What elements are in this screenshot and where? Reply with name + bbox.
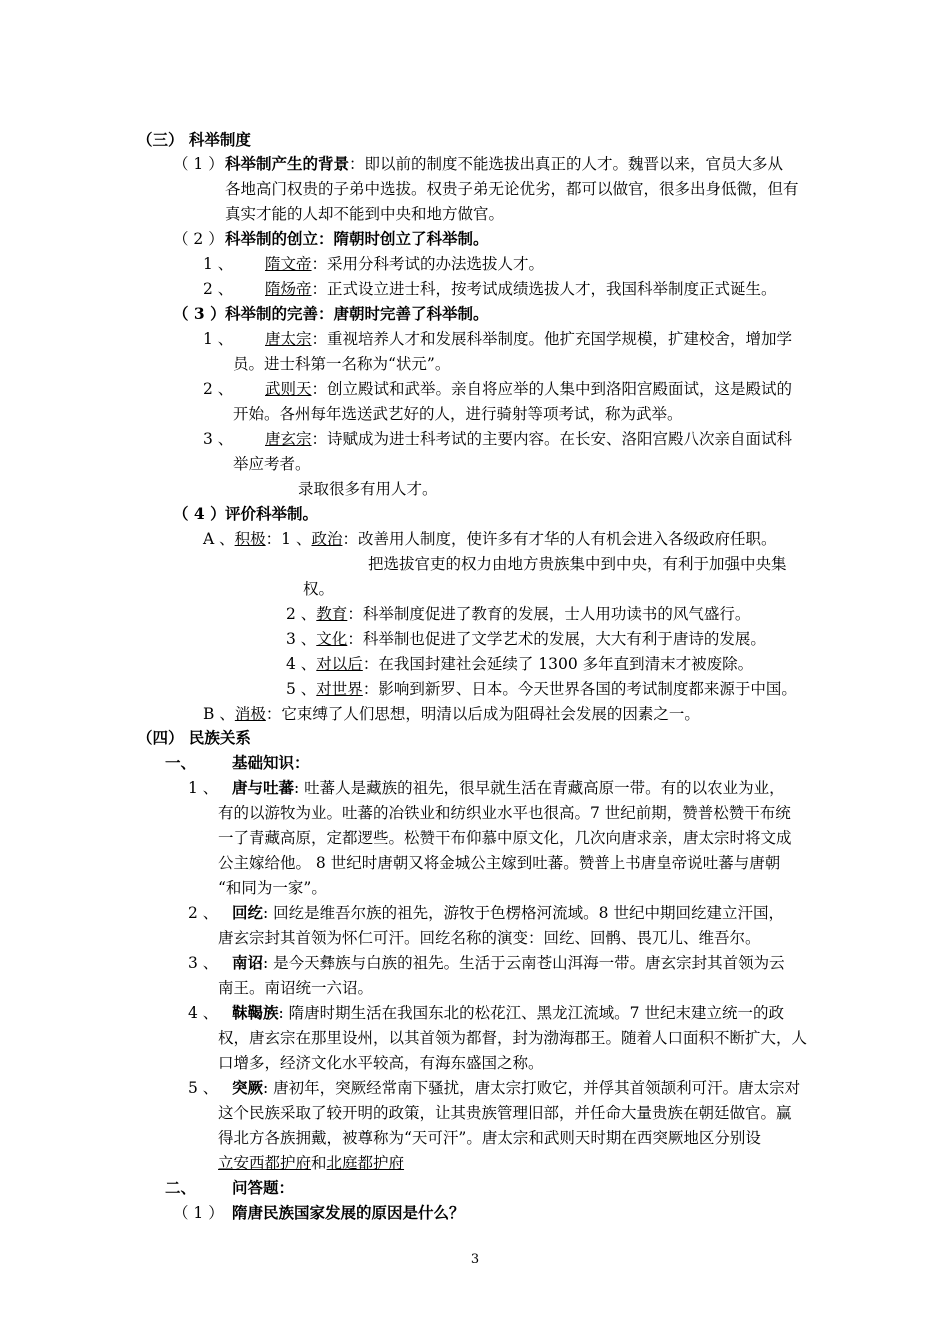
item-number: （ 1 ）: [173, 155, 224, 173]
item-text: ：正式设立进士科，按考试成绩选拔人才，我国科举制度正式诞生。: [311, 280, 777, 298]
ethnic-title: 靺鞨族: [232, 1003, 279, 1022]
item-text: ：在我国封建社会延续了 1300 多年直到清末才被废除。: [362, 655, 754, 673]
item-title: 科举制的完善：唐朝时完善了科举制。: [225, 304, 489, 323]
paragraph-line: 公主嫁给他。 8 世纪时唐朝又将金城公主嫁到吐蕃。赞普上书唐皇帝说吐蕃与唐朝: [218, 854, 781, 872]
aspect-label: 文化: [316, 630, 348, 648]
aspect-label: 政治: [311, 530, 343, 548]
sub-item-number: 3 、: [188, 954, 219, 972]
label-prefix: A 、: [203, 530, 235, 548]
paragraph-line: [232, 777, 785, 799]
aspect-label: 对世界: [316, 680, 363, 698]
section-3-heading: （三） 科举制度: [137, 130, 251, 149]
item-text: ：科举制也促进了文学艺术的发展，大大有利于唐诗的发展。: [347, 630, 766, 648]
protectorate-name: 立安西都护府: [218, 1154, 312, 1172]
conjunction: 和: [311, 1154, 327, 1172]
ethnic-title: 突厥: [232, 1078, 264, 1097]
paragraph-line: 南王。南诏统一六诏。: [218, 979, 374, 997]
protectorate-name: 北庭都护府: [326, 1154, 405, 1172]
item-text: : 唐初年，突厥经常南下骚扰，唐太宗打败它，并俘其首领颉利可汗。唐太宗对: [263, 1079, 801, 1097]
paragraph-line: 举应考者。: [233, 455, 311, 473]
item-text: : 吐蕃人是藏族的祖先，很早就生活在青藏高原一带。有的以农业为业，: [294, 779, 785, 797]
sub-item-number: 1 、: [281, 530, 312, 548]
evaluation-negative-line: [203, 703, 700, 725]
paragraph-line: 把选拔官吏的权力由地方贵族集中到中央，有利于加强中央集: [368, 555, 787, 573]
emperor-name: 武则天: [265, 380, 312, 398]
sub-item-number: 4 、: [286, 655, 317, 673]
item-text: ：科举制度促进了教育的发展，士人用功读书的风气盛行。: [347, 605, 751, 623]
part-title: 问答题：: [232, 1178, 295, 1197]
sub-item-number: 1 、: [188, 779, 219, 797]
item-text: ：即以前的制度不能选拔出真正的人才。魏晋以来，官员大多从: [349, 155, 784, 173]
sub-item-number: 2 、: [188, 904, 219, 922]
paragraph-line: 得北方各族拥戴，被尊称为“天可汗”。唐太宗和武则天时期在西突厥地区分别设: [218, 1129, 761, 1147]
ethnic-title: 回纥: [232, 903, 264, 922]
emperor-name: 隋文帝: [265, 255, 312, 273]
paragraph-line: [286, 653, 753, 675]
ethnic-title: 南诏: [232, 953, 264, 972]
paragraph-line: [265, 328, 792, 350]
paragraph-line: 权，唐玄宗在那里设州，以其首领为都督，封为渤海郡王。随着人口面积不断扩大，人: [218, 1029, 808, 1047]
item-text: : 隋唐时期生活在我国东北的松花江、黑龙江流域。7 世纪末建立统一的政: [278, 1004, 784, 1022]
sub-item-number: 1 、: [203, 255, 234, 273]
paragraph-line: 开始。各州每年选送武艺好的人，进行骑射等项考试，称为武举。: [233, 405, 683, 423]
label-prefix: B 、: [203, 705, 235, 723]
positive-label: 积极: [234, 530, 266, 548]
paragraph-line: 各地高门权贵的子弟中选拔。权贵子弟无论优劣，都可以做官，很多出身低微，但有: [225, 180, 799, 198]
item-title: 评价科举制。: [225, 504, 319, 523]
paragraph-line: [232, 1077, 800, 1099]
part-title: 基础知识：: [232, 753, 310, 772]
sub-item-number: 4 、: [188, 1004, 219, 1022]
paragraph-line: [265, 253, 544, 275]
emperor-name: 隋炀帝: [265, 280, 312, 298]
emperor-name: 唐玄宗: [265, 430, 312, 448]
sub-item-number: 5 、: [286, 680, 317, 698]
sub-item-number: 3 、: [286, 630, 317, 648]
sub-item-number: 5 、: [188, 1079, 219, 1097]
sub-item-number: 1 、: [203, 330, 234, 348]
paragraph-line: [286, 678, 797, 700]
item-text: : 是今天彝族与白族的祖先。生活于云南苍山洱海一带。唐玄宗封其首领为云: [263, 954, 785, 972]
part-number: 一、: [165, 753, 197, 772]
paragraph-line: 唐玄宗封其首领为怀仁可汗。回纥名称的演变：回纥、回鹘、畏兀儿、维吾尔。: [218, 929, 761, 947]
paragraph-line: 这个民族采取了较开明的政策，让其贵族管理旧部，并任命大量贵族在朝廷做官。赢: [218, 1104, 792, 1122]
paragraph-line: “和同为一家”。: [218, 879, 327, 897]
sub-item-number: 3 、: [203, 430, 234, 448]
paragraph-line: [286, 628, 766, 650]
item-number: （ 3 ）: [173, 304, 226, 323]
item-text: ：诗赋成为进士科考试的主要内容。在长安、洛阳宫殿八次亲自面试科: [311, 430, 793, 448]
aspect-label: 教育: [316, 605, 348, 623]
page-number: 3: [470, 1252, 480, 1267]
item-text: ：重视培养人才和发展科举制度。他扩充国学规模，扩建校舍，增加学: [311, 330, 793, 348]
question-number: （ 1 ）: [173, 1204, 224, 1222]
paragraph-line: [286, 603, 750, 625]
aspect-label: 对以后: [316, 655, 363, 673]
emperor-name: 唐太宗: [265, 330, 312, 348]
ethnic-title: 唐与吐蕃: [232, 778, 295, 797]
sub-item-number: 2 、: [203, 280, 234, 298]
paragraph-line: 口增多，经济文化水平较高，有海东盛国之称。: [218, 1054, 544, 1072]
paragraph-line: 有的以游牧为业。吐蕃的冶铁业和纺织业水平也很高。7 世纪前期，赞普松赞干布统: [218, 804, 791, 822]
paragraph-line: [265, 378, 792, 400]
item-text: ：创立殿试和武举。亲自将应举的人集中到洛阳宫殿面试，这是殿试的: [311, 380, 793, 398]
paragraph-line: [265, 278, 777, 300]
paragraph-line: [225, 153, 783, 175]
paragraph-line: [232, 1002, 784, 1024]
item-title: 科举制的创立：隋朝时创立了科举制。: [225, 229, 489, 248]
section-4-heading: （四） 民族关系: [137, 728, 251, 747]
negative-label: 消极: [234, 705, 266, 723]
item-text: ：它束缚了人们思想，明清以后成为阻碍社会发展的因素之一。: [265, 705, 700, 723]
paragraph-line: 一了青藏高原，定都逻些。松赞干布仰慕中原文化，几次向唐求亲，唐太宗时将文成: [218, 829, 792, 847]
paragraph-line: [218, 1152, 404, 1174]
sub-item-number: 2 、: [286, 605, 317, 623]
paragraph-line: [265, 428, 792, 450]
paragraph-line: [232, 952, 785, 974]
item-number: （ 4 ）: [173, 504, 226, 523]
paragraph-line: 真实才能的人却不能到中央和地方做官。: [225, 205, 505, 223]
item-number: （ 2 ）: [173, 230, 224, 248]
separator: ：: [265, 530, 282, 548]
paragraph-line: 员。进士科第一名称为“状元”。: [233, 355, 451, 373]
item-text: ：改善用人制度，使许多有才华的人有机会进入各级政府任职。: [342, 530, 777, 548]
paragraph-line: 权。: [303, 580, 335, 598]
paragraph-line: [232, 902, 784, 924]
item-text: ：采用分科考试的办法选拔人才。: [311, 255, 545, 273]
question-text: 隋唐民族国家发展的原因是什么？: [232, 1203, 465, 1222]
sub-item-number: 2 、: [203, 380, 234, 398]
item-title: 科举制产生的背景: [225, 154, 350, 173]
evaluation-positive-line: [203, 528, 776, 550]
item-text: ：影响到新罗、日本。今天世界各国的考试制度都来源于中国。: [362, 680, 797, 698]
paragraph-line: 录取很多有用人才。: [298, 480, 438, 498]
part-number: 二、: [165, 1178, 197, 1197]
item-text: : 回纥是维吾尔族的祖先，游牧于色楞格河流域。8 世纪中期回纥建立汗国，: [263, 904, 784, 922]
